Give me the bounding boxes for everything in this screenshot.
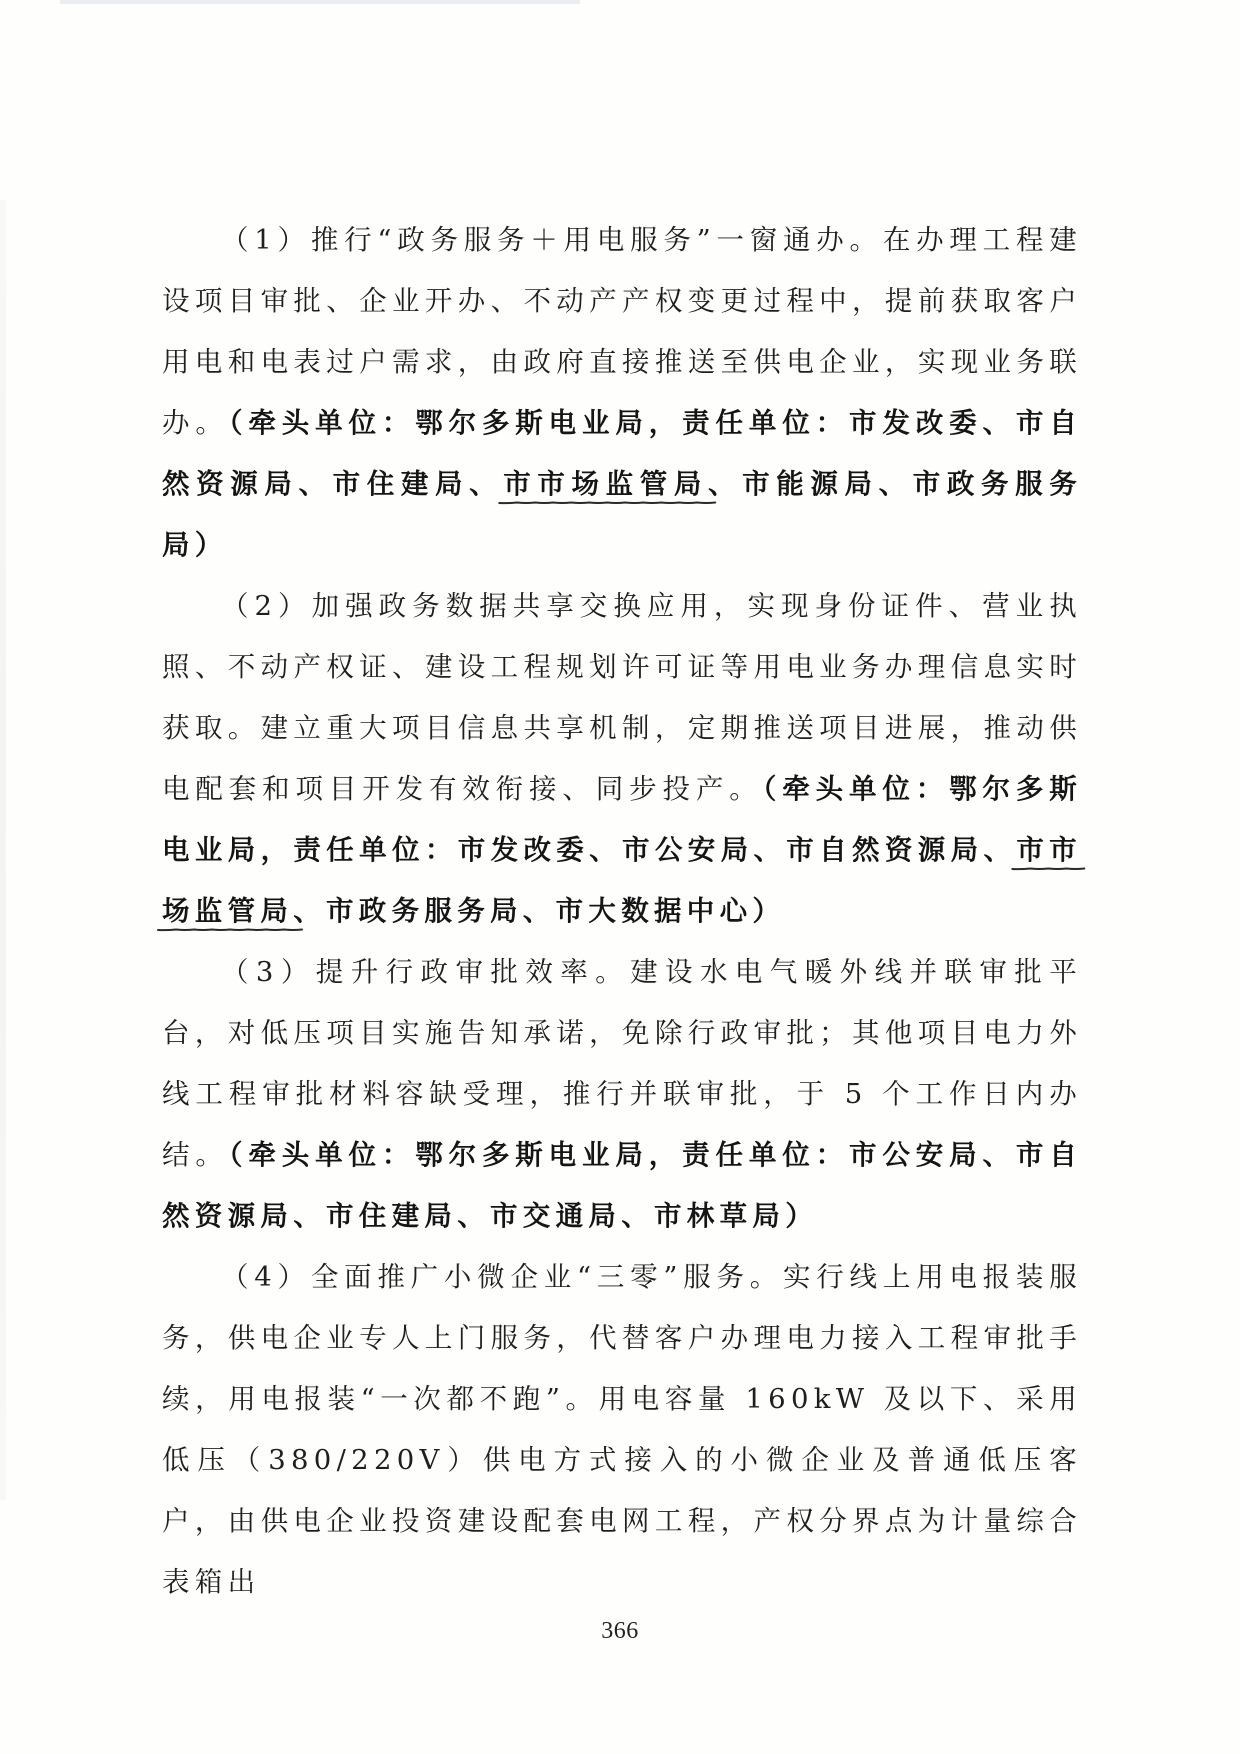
paragraph-2-resp-prefix: （牵头单位：鄂尔多斯电业局，责任单位：市发改委、市公安局、市自然资源局、	[162, 773, 1083, 866]
paragraph-2-text: （2）加强政务数据共享交换应用，实现身份证件、营业执照、不动产权证、建设工程规划许可证等用电业务办理信息实时获取。建立重大项目信息共享机制，定期推送项目进展，推动供电配套和项目开发有效衔接、同步投产。	[162, 590, 1082, 805]
paragraph-1-responsibility	[162, 407, 1082, 561]
document-body	[162, 210, 1082, 1613]
page-number: 366	[601, 1618, 639, 1644]
paragraph-4	[162, 1247, 1082, 1613]
paragraph-3-responsibility: （牵头单位：鄂尔多斯电业局，责任单位：市公安局、市自然资源局、市住建局、市交通局、市林草局）	[162, 1139, 1082, 1232]
paragraph-1-underlined-agency: 市市场监管局	[503, 468, 708, 500]
scan-edge-top	[60, 0, 580, 4]
paragraph-1	[162, 210, 1082, 576]
paragraph-2-underlined-agency: 市市场监管局	[162, 834, 1082, 927]
paragraph-1-text: （1）推行“政务服务＋用电服务”一窗通办。在办理工程建设项目审批、企业开办、不动产产权变更过程中，提前获取客户用电和电表过户需求，由政府直接推送至供电企业，实现业务联办。	[162, 224, 1082, 439]
paragraph-3-text: （3）提升行政审批效率。建设水电气暖外线并联审批平台，对低压项目实施告知承诺，免除行政审批；其他项目电力外线工程审批材料容缺受理，推行并联审批，于 5 个工作日内办结。	[162, 956, 1082, 1171]
paragraph-1-resp-suffix: 、市能源局、市政务服务局）	[162, 468, 1082, 561]
paragraph-2	[162, 576, 1082, 942]
paragraph-4-text: （4）全面推广小微企业“三零”服务。实行线上用电报装服务，供电企业专人上门服务，代替客户办理电力接入工程审批手续，用电报装“一次都不跑”。用电容量 160kW 及以下、采用低压（380/220V）供电方式接入的小微企业及普通低压客户，由供电企业投资建设配套电网工程，产权分界点为计量综合表箱出	[162, 1261, 1082, 1598]
scan-edge-left	[0, 200, 6, 1500]
paragraph-3	[162, 942, 1082, 1247]
paragraph-2-resp-suffix: 、市政务服务局、市大数据中心）	[293, 895, 786, 927]
paragraph-1-resp-prefix: （牵头单位：鄂尔多斯电业局，责任单位：市发改委、市自然资源局、市住建局、	[162, 407, 1082, 500]
